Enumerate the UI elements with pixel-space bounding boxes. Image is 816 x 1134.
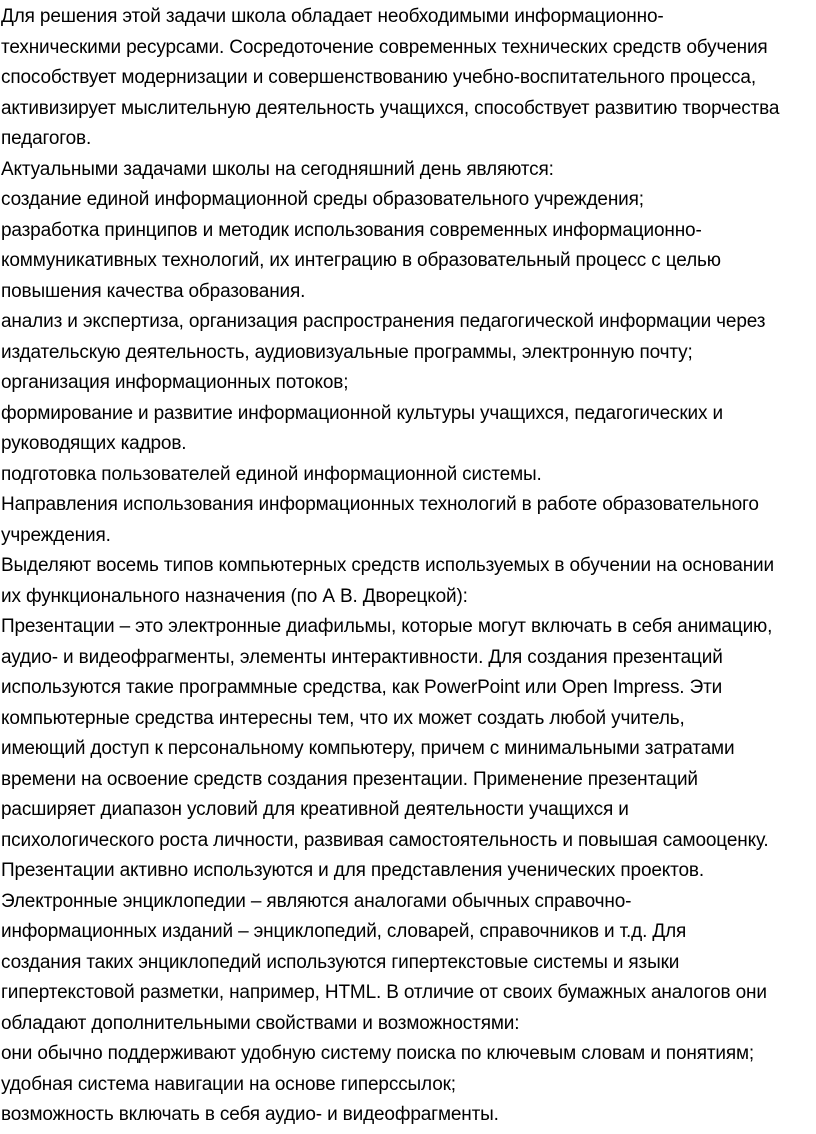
text-line: используются такие программные средства, как PowerPoint или Open Impress. Эти [1,677,723,698]
text-line: Электронные энциклопедии – являются аналогами обычных справочно- [1,890,632,912]
text-line: повышения качества образования. [1,280,306,302]
text-line: возможность включать в себя аудио- и видеофрагменты. [1,1104,499,1125]
text-line: Выделяют восемь типов компьютерных средств используемых в обучении на основании [1,555,774,576]
text-line: анализ и экспертиза, организация распространения педагогической информации через [1,311,766,332]
text-line: учреждения. [1,524,111,546]
text-line: Презентации активно используются и для представления ученических проектов. [1,860,704,881]
text-line: они обычно поддерживают удобную систему поиска по ключевым словам и понятиям; [1,1043,755,1064]
text-line: разработка принципов и методик использования современных информационно- [1,219,702,241]
text-line: Для решения этой задачи школа обладает необходимыми информационно- [1,6,664,27]
text-line: активизирует мыслительную деятельность учащихся, способствует развитию творчества [1,97,780,119]
text-line: гипертекстовой разметки, например, HTML. В отличие от своих бумажных аналогов они [1,982,767,1003]
text-line: обладают дополнительными свойствами и возможностями: [1,1012,520,1034]
text-line: времени на освоение средств создания презентации. Применение презентаций [1,768,698,790]
text-line: издательскую деятельность, аудиовизуальные программы, электронную почту; [1,341,693,363]
text-line: имеющий доступ к персональному компьютеру, причем с минимальными затратами [1,738,735,759]
text-line: создания таких энциклопедий используются гипертекстовые системы и языки [1,951,680,973]
text-line: создание единой информационной среды образовательного учреждения; [1,189,644,210]
text-line: педагогов. [1,128,92,149]
text-line: Направления использования информационных технологий в работе образовательного [1,494,759,515]
text-line: руководящих кадров. [1,433,187,454]
text-line: способствует модернизации и совершенствованию учебно-воспитательного процесса, [1,67,756,88]
text-line: техническими ресурсами. Сосредоточение современных технических средств обучения [1,36,768,58]
text-line: расширяет диапазон условий для креативной деятельности учащихся и [1,799,629,820]
text-line: Актуальными задачами школы на сегодняшний день являются: [1,158,554,180]
text-line: компьютерные средства интересны тем, что их может создать любой учитель, [1,707,685,729]
text-line: Презентации – это электронные диафильмы, которые могут включать в себя анимацию, [1,616,773,637]
text-line: их функционального назначения (по А В. Дворецкой): [1,585,468,607]
text-line: формирование и развитие информационной культуры учащихся, педагогических и [1,402,723,424]
text-line: удобная система навигации на основе гиперссылок; [1,1073,456,1095]
text-line: подготовка пользователей единой информационной системы. [1,463,542,485]
text-line: психологического роста личности, развивая самостоятельность и повышая самооценку. [1,829,769,851]
text-line: коммуникативных технологий, их интеграцию в образовательный процесс с целью [1,250,721,271]
text-line: аудио- и видеофрагменты, элементы интерактивности. Для создания презентаций [1,646,723,668]
text-line: информационных изданий – энциклопедий, словарей, справочников и т.д. Для [1,921,687,942]
text-line: организация информационных потоков; [1,372,349,393]
